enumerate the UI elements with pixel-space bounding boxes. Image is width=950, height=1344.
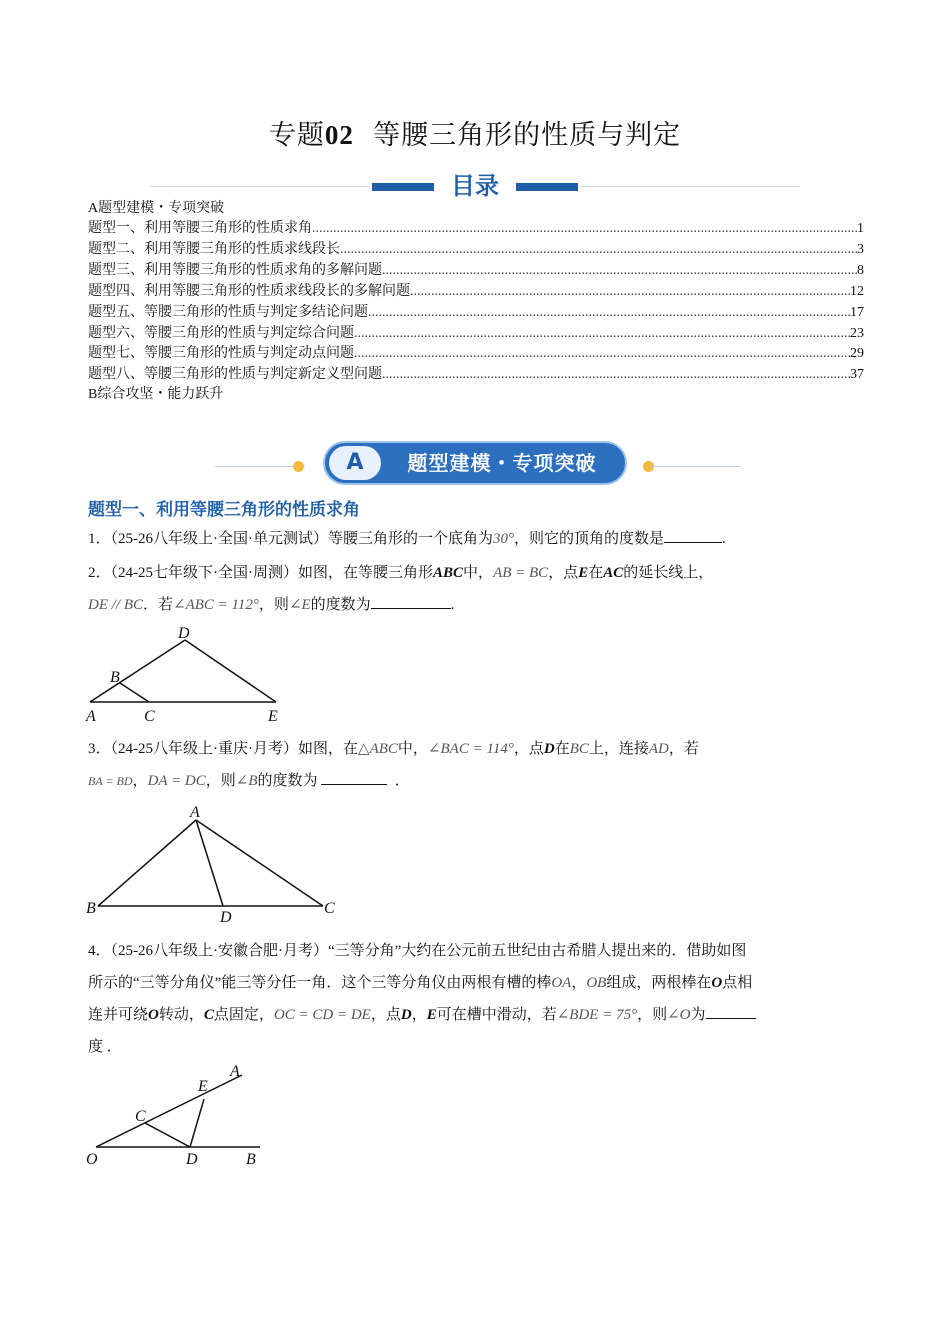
toc-item[interactable]: 题型四、利用等腰三角形的性质求线段长的多解问题 ..... 12 — [88, 282, 864, 302]
label-d: D — [186, 1151, 198, 1168]
label-c: C — [144, 708, 155, 725]
answer-blank[interactable] — [664, 528, 722, 543]
line-ad — [90, 640, 185, 702]
line-ad — [196, 820, 223, 906]
section-heading: 题型一、利用等腰三角形的性质求角 — [88, 500, 360, 520]
figure-triangle-2 — [84, 800, 344, 925]
toc-leader — [340, 240, 857, 260]
figure-trisector — [84, 1062, 274, 1172]
toc-leader — [382, 261, 857, 281]
title-prefix: 专题 — [268, 120, 325, 151]
banner-badge: A — [329, 446, 381, 480]
title-number: 02 — [324, 120, 354, 150]
banner-line-right — [650, 466, 740, 467]
banner-text: 题型建模・专项突破 — [407, 451, 597, 475]
label-e: E — [268, 708, 278, 725]
label-c: C — [135, 1108, 146, 1125]
toc-item[interactable]: 题型二、利用等腰三角形的性质求线段长 ..... 3 — [88, 240, 864, 260]
line-ac — [196, 820, 323, 906]
answer-blank[interactable] — [321, 770, 387, 785]
toc-divider-right — [580, 186, 800, 187]
toc-item[interactable]: 题型五、等腰三角形的性质与判定多结论问题 ..... 17 — [88, 303, 864, 323]
line-ab — [98, 820, 196, 906]
toc-leader — [354, 324, 850, 344]
toc-part-b[interactable]: B综合攻坚・能力跃升 — [88, 387, 224, 402]
label-o: O — [86, 1151, 98, 1168]
label-b: B — [246, 1151, 256, 1168]
toc-item[interactable]: 题型八、等腰三角形的性质与判定新定义型问题 ..... 37 — [88, 365, 864, 385]
title-rest: 等腰三角形的性质与判定 — [373, 120, 682, 151]
label-d: D — [178, 625, 190, 642]
label-b: B — [86, 900, 96, 917]
line-cd — [145, 1123, 190, 1147]
label-c: C — [324, 900, 335, 917]
toc-item[interactable]: 题型三、利用等腰三角形的性质求角的多解问题 ..... 8 — [88, 261, 864, 281]
section-banner — [323, 441, 627, 485]
toc-part-a[interactable]: A题型建模・专项突破 — [88, 201, 225, 216]
label-a: A — [230, 1063, 240, 1080]
toc-item[interactable]: 题型六、等腰三角形的性质与判定综合问题 ..... 23 — [88, 324, 864, 344]
label-b: B — [110, 669, 120, 686]
answer-blank[interactable] — [371, 594, 451, 609]
banner-dot-left — [293, 461, 304, 472]
question-1: 1．（25-26八年级上·全国·单元测试）等腰三角形的一个底角为30°，则它的顶角的度数是 . — [88, 523, 864, 555]
toc-leader — [354, 344, 850, 364]
toc-bar-left — [372, 183, 434, 191]
toc-leader — [382, 365, 850, 385]
toc-item[interactable]: 题型七、等腰三角形的性质与判定动点问题 ..... 29 — [88, 344, 864, 364]
label-e: E — [198, 1078, 208, 1095]
page-title — [0, 113, 950, 152]
toc-leader — [368, 303, 850, 323]
line-de — [190, 1099, 204, 1147]
toc-divider-left — [150, 186, 370, 187]
answer-blank[interactable] — [706, 1004, 756, 1019]
label-a: A — [86, 708, 96, 725]
question-2: 2．（24-25七年级下·全国·周测）如图，在等腰三角形ABC中，AB = BC，点E在AC的延长线上， DE // BC．若∠ABC = 112°，则∠E的度数为 . — [88, 565, 714, 613]
toc-bar-right — [516, 183, 578, 191]
question-3: 3．（24-25八年级上·重庆·月考）如图，在△ABC中，∠BAC = 114°，点D在BC上，连接AD，若 BA = BD，DA = DC，则∠B的度数为 ． — [88, 741, 699, 789]
toc-item[interactable]: 题型一、利用等腰三角形的性质求角 ..... 1 — [88, 219, 864, 239]
figure-triangle-1 — [82, 624, 292, 724]
label-d: D — [220, 909, 232, 926]
toc-leader — [312, 219, 857, 239]
toc-heading: 目录 — [451, 172, 499, 200]
line-bc — [120, 683, 149, 702]
label-a: A — [190, 804, 200, 821]
question-4: 4．（25-26八年级上·安徽合肥·月考）“三等分角”大约在公元前五世纪由古希腊人提出来的．借助如图 所示的“三等分角仪”能三等分任一角．这个三等分角仪由两根有槽的棒OA，OB组成，两根棒在O点相 连并可绕O转动，C点固定，OC = CD = DE，点D，E可在槽中滑动，若∠BDE = 75°，则∠O为 度 ． — [88, 935, 864, 1063]
banner-line-left — [215, 466, 305, 467]
line-de — [185, 640, 276, 702]
toc-leader — [410, 282, 850, 302]
